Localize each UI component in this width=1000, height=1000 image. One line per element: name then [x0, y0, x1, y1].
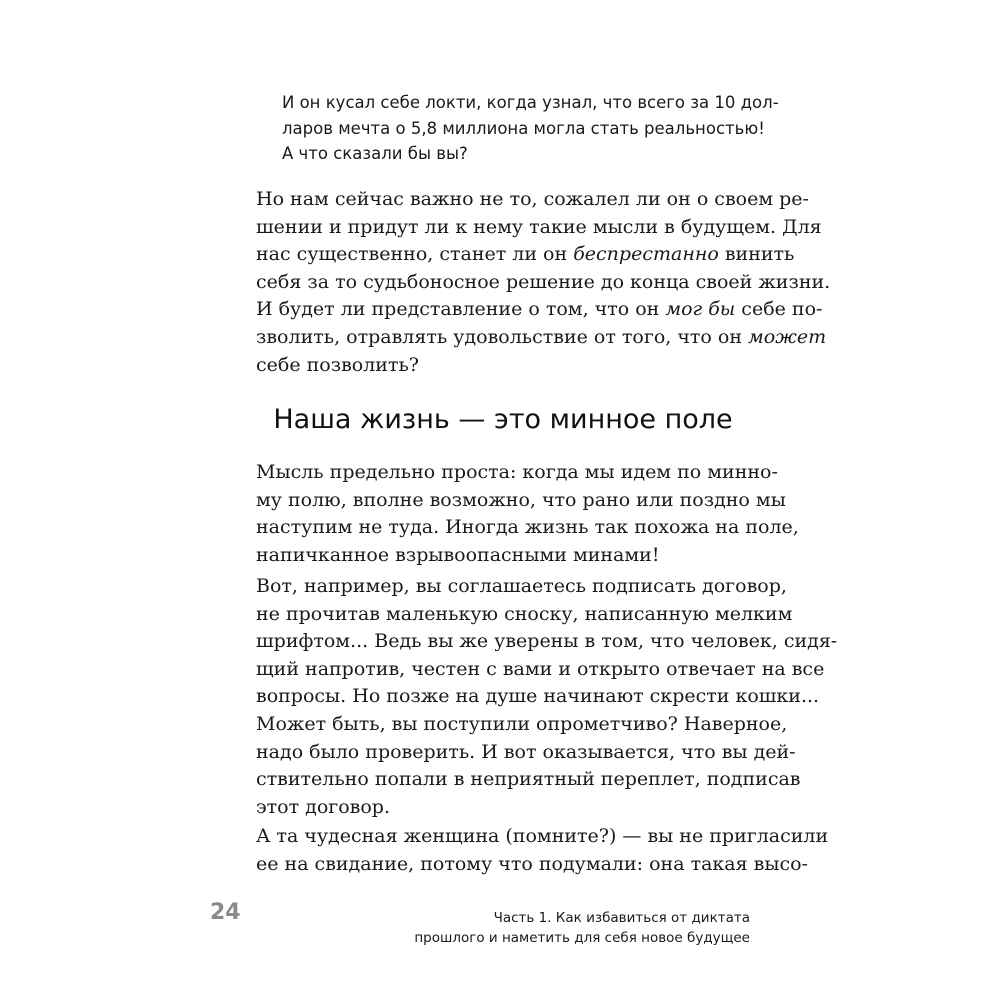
text-line: надо было проверить. И вот оказывается, что вы дей-	[256, 740, 796, 763]
paragraph-minefield	[256, 459, 799, 569]
footer-line: прошлого и наметить для себя новое будущее	[414, 930, 750, 946]
text-line	[256, 241, 795, 269]
text-line: наступим не туда. Иногда жизнь так похожа на поле,	[256, 516, 799, 539]
text-line: этот договор.	[256, 795, 391, 818]
section-heading: Наша жизнь — это минное поле	[273, 404, 733, 435]
text-line: Но нам сейчас важно не то, сожалел ли он о своем ре-	[256, 188, 809, 210]
text-run: нас существенно, станет ли он	[256, 243, 574, 266]
footer-line: Часть 1. Как избавиться от диктата	[493, 910, 750, 926]
emphasis-text: беспрестанно	[573, 243, 719, 266]
quote-line: А что сказали бы вы?	[282, 144, 468, 163]
page-number: 24	[210, 900, 241, 925]
text-line: А та чудесная женщина (помните?) — вы не пригласили	[256, 825, 829, 847]
quote-line: И он кусал себе локти, когда узнал, что всего за 10 дол-	[282, 93, 779, 112]
text-line: напичканное взрывоопасными минами!	[256, 543, 660, 566]
text-line: себя за то судьбоносное решение до конца своей жизни.	[256, 270, 831, 293]
text-line: Вот, например, вы соглашаетесь подписать договор,	[256, 575, 787, 597]
paragraph-contract	[256, 573, 838, 821]
paragraph-regret	[256, 186, 831, 379]
text-run: зволить, отравлять удовольствие от того, что он	[256, 325, 749, 348]
text-line: шении и придут ли к нему такие мысли в будущем. Для	[256, 215, 822, 238]
emphasis-text: может	[748, 325, 827, 348]
text-line: себе позволить?	[256, 353, 419, 376]
emphasis-text: мог бы	[665, 298, 736, 321]
running-footer	[410, 908, 750, 948]
text-run: И будет ли представление о том, что он	[256, 298, 666, 321]
text-line: му полю, вполне возможно, что рано или поздно мы	[256, 488, 786, 511]
text-line: вопросы. Но позже на душе начинают скрести кошки...	[256, 685, 820, 708]
text-line: Мысль предельно проста: когда мы идем по минно-	[256, 461, 778, 483]
text-line	[256, 324, 827, 352]
text-line: щий напротив, честен с вами и открыто отвечает на все	[256, 657, 825, 680]
text-line	[256, 296, 823, 324]
quote-block	[282, 90, 779, 167]
text-line: ствительно попали в неприятный переплет, подписав	[256, 768, 801, 791]
paragraph-woman	[256, 823, 829, 878]
text-run: винить	[718, 243, 795, 266]
text-run: себе по-	[735, 298, 823, 321]
text-line: не прочитав маленькую сноску, написанную мелким	[256, 602, 793, 625]
text-line: ее на свидание, потому что подумали: она такая высо-	[256, 852, 808, 875]
quote-line: ларов мечта о 5,8 миллиона могла стать реальностью!	[282, 118, 765, 138]
text-line: Может быть, вы поступили опрометчиво? Наверное,	[256, 712, 788, 735]
text-line: шрифтом... Ведь вы же уверены в том, что человек, сидя-	[256, 630, 838, 653]
